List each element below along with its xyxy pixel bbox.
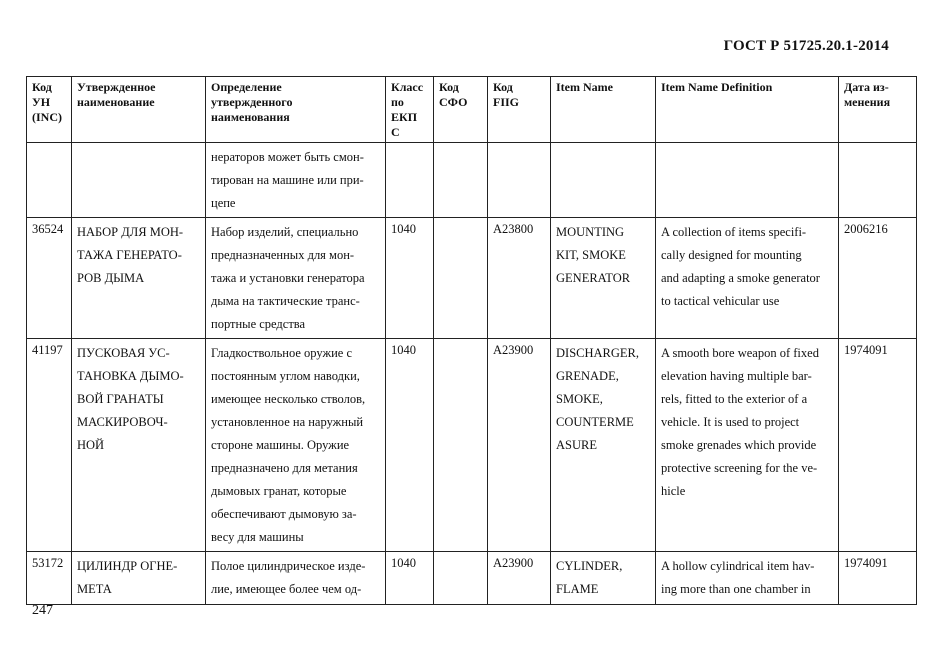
table-row: [27, 218, 917, 339]
cell-approved-name: ПУСКОВАЯ УС- ТАНОВКА ДЫМО- ВОЙ ГРАНАТЫ МАСКИРОВОЧ- НОЙ: [72, 339, 206, 552]
cell-inc: 41197: [27, 339, 72, 552]
document-standard-number: ГОСТ Р 51725.20.1-2014: [723, 38, 889, 54]
cell-class: 1040: [386, 218, 434, 339]
header-class: Класс по ЕКП С: [386, 77, 434, 143]
cell-item-definition: A hollow cylindrical item hav- ing more than one chamber in: [656, 552, 839, 605]
cell-item-definition: A collection of items specifi- cally designed for mounting and adapting a smoke generator to tactical vehicular use: [656, 218, 839, 339]
cell-sfo: [434, 143, 488, 218]
cell-inc: 53172: [27, 552, 72, 605]
header-definition: Определение утвержденного наименования: [206, 77, 386, 143]
catalog-table: [26, 76, 917, 605]
cell-approved-name: [72, 143, 206, 218]
header-date: Дата из- менения: [839, 77, 917, 143]
table-row: [27, 143, 917, 218]
cell-inc: [27, 143, 72, 218]
cell-fiig: [488, 143, 551, 218]
header-item-name: Item Name: [551, 77, 656, 143]
cell-sfo: [434, 552, 488, 605]
cell-class: 1040: [386, 552, 434, 605]
header-fiig: Код FIIG: [488, 77, 551, 143]
cell-definition: Гладкоствольное оружие с постоянным углом наводки, имеющее несколько стволов, установленное на наружный стороне машины. Оружие предназначено для метания дымовых гранат, которые обеспечивают дымовую за- весу для машины: [206, 339, 386, 552]
cell-item-definition: A smooth bore weapon of fixed elevation having multiple bar- rels, fitted to the exterior of a vehicle. It is used to project smoke grenades which provide protective screening for the ve- hicle: [656, 339, 839, 552]
cell-approved-name: НАБОР ДЛЯ МОН- ТАЖА ГЕНЕРАТО- РОВ ДЫМА: [72, 218, 206, 339]
cell-date: 1974091: [839, 552, 917, 605]
table-header-row: [27, 77, 917, 143]
header-inc: Код УН (INC): [27, 77, 72, 143]
header-sfo: Код СФО: [434, 77, 488, 143]
cell-date: [839, 143, 917, 218]
cell-date: 2006216: [839, 218, 917, 339]
cell-class: 1040: [386, 339, 434, 552]
cell-fiig: A23900: [488, 552, 551, 605]
cell-definition: Набор изделий, специально предназначенных для мон- тажа и установки генератора дыма на тактические транс- портные средства: [206, 218, 386, 339]
cell-approved-name: ЦИЛИНДР ОГНЕ- МЕТА: [72, 552, 206, 605]
cell-item-name: [551, 143, 656, 218]
cell-fiig: A23900: [488, 339, 551, 552]
cell-fiig: A23800: [488, 218, 551, 339]
cell-item-definition: [656, 143, 839, 218]
cell-inc: 36524: [27, 218, 72, 339]
cell-sfo: [434, 218, 488, 339]
cell-definition: нераторов может быть смон- тирован на машине или при- цепе: [206, 143, 386, 218]
table-row: [27, 552, 917, 605]
cell-definition: Полое цилиндрическое изде- лие, имеющее более чем од-: [206, 552, 386, 605]
cell-date: 1974091: [839, 339, 917, 552]
table-row: [27, 339, 917, 552]
page-number: 247: [32, 603, 53, 618]
cell-item-name: MOUNTING KIT, SMOKE GENERATOR: [551, 218, 656, 339]
header-item-definition: Item Name Definition: [656, 77, 839, 143]
cell-sfo: [434, 339, 488, 552]
header-approved-name: Утвержденное наименование: [72, 77, 206, 143]
cell-class: [386, 143, 434, 218]
cell-item-name: CYLINDER, FLAME: [551, 552, 656, 605]
cell-item-name: DISCHARGER, GRENADE, SMOKE, COUNTERME ASURE: [551, 339, 656, 552]
